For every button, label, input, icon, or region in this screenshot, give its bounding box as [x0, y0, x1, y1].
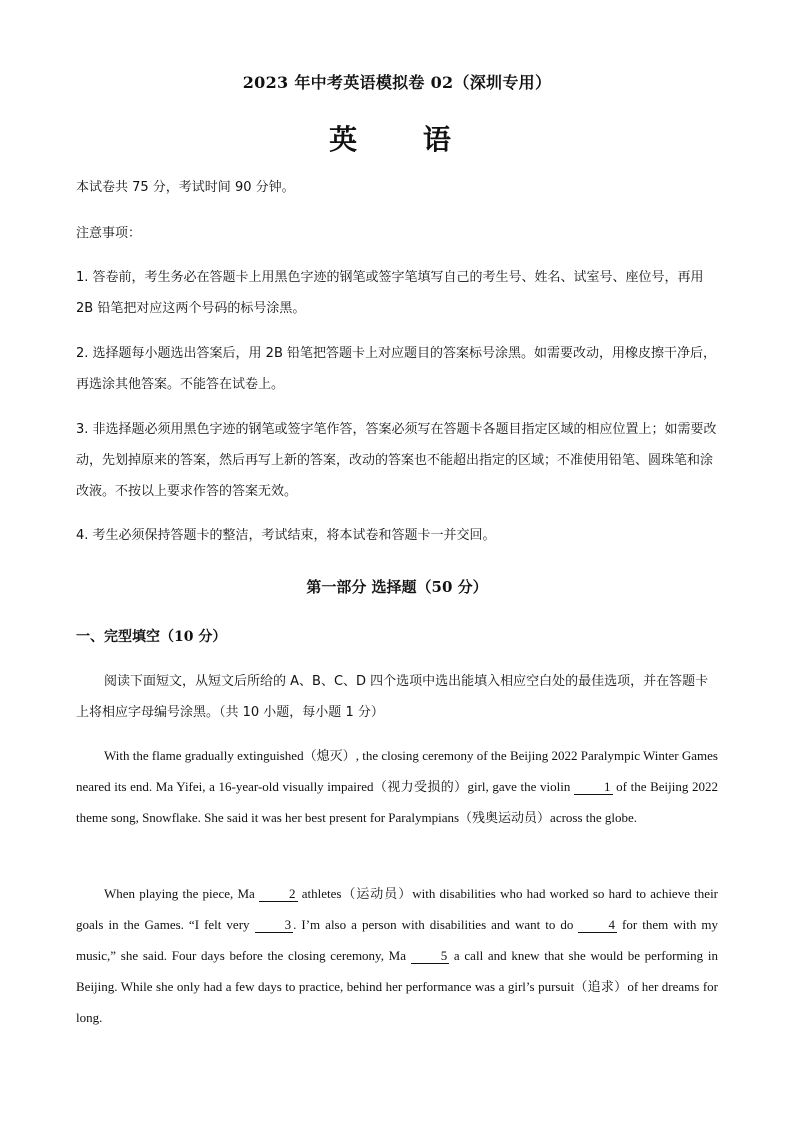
passage-text: When playing the piece, Ma — [104, 886, 259, 901]
passage-text: a call and knew that she would be performing in Beijing. While she only had a few days to practice, behind her performance was a girl’s pursuit（追求）of her dreams for long. — [76, 948, 718, 1025]
note-4: 4. 考生必须保持答题卡的整洁，考试结束，将本试卷和答题卡一并交回。 — [76, 528, 496, 543]
blank-2: 2 — [259, 887, 298, 902]
passage-paragraph-2 — [76, 878, 718, 1033]
notice-title: 注意事项： — [76, 226, 142, 241]
note-2: 2. 选择题每小题选出答案后，用 2B 铅笔把答题卡上对应题目的答案标号涂黑。如需要改动，用橡皮擦干净后，再选涂其他答案。不能答在试卷上。 — [76, 346, 716, 392]
exam-title: 2023 年中考英语模拟卷 02（深圳专用） — [242, 73, 552, 92]
passage-paragraph-1 — [76, 740, 718, 833]
section-title: 一、完型填空（10 分） — [76, 629, 227, 645]
note-1: 1. 答卷前，考生务必在答题卡上用黑色字迹的钢笔或签字笔填写自己的考生号、姓名、试室号、座位号，再用 2B 铅笔把对应这两个号码的标号涂黑。 — [76, 270, 704, 316]
blank-5: 5 — [411, 949, 450, 964]
passage-text: . I’m also a person with disabilities and want to do — [293, 917, 579, 932]
blank-3: 3 — [255, 918, 294, 933]
part-title: 第一部分 选择题（50 分） — [306, 578, 488, 596]
passage-text: for them with my music,” she said. Four days before the closing ceremony, Ma — [76, 917, 718, 963]
passage-text: With the flame gradually extinguished（熄灭）, the closing ceremony of the Beijing 2022 Paralympic Winter Games neared its end. Ma Yifei, a 16-year-old visually impaired（视力受损的）girl, gave the violin — [76, 748, 718, 794]
note-3: 3. 非选择题必须用黑色字迹的钢笔或签字笔作答，答案必须写在答题卡各题目指定区域的相应位置上；如需要改动，先划掉原来的答案，然后再写上新的答案，改动的答案也不能超出指定的区域；不准使用铅笔、圆珠笔和涂改液。不按以上要求作答的答案无效。 — [76, 422, 717, 499]
passage-text: athletes（运动员）with disabilities who had worked so hard to achieve their goals in the Games. “I felt very — [76, 886, 719, 932]
blank-4: 4 — [578, 918, 617, 933]
passage-text: of the Beijing 2022 theme song, Snowflake. She said it was her best present for Paralympians（残奥运动员）across the globe. — [76, 779, 718, 825]
subject-title: 英 语 — [329, 123, 479, 156]
exam-info: 本试卷共 75 分，考试时间 90 分钟。 — [76, 180, 295, 195]
blank-1: 1 — [574, 780, 613, 795]
instructions: 阅读下面短文，从短文后所给的 A、B、C、D 四个选项中选出能填入相应空白处的最佳选项，并在答题卡上将相应字母编号涂黑。（共 10 小题，每小题 1 分） — [76, 674, 709, 720]
